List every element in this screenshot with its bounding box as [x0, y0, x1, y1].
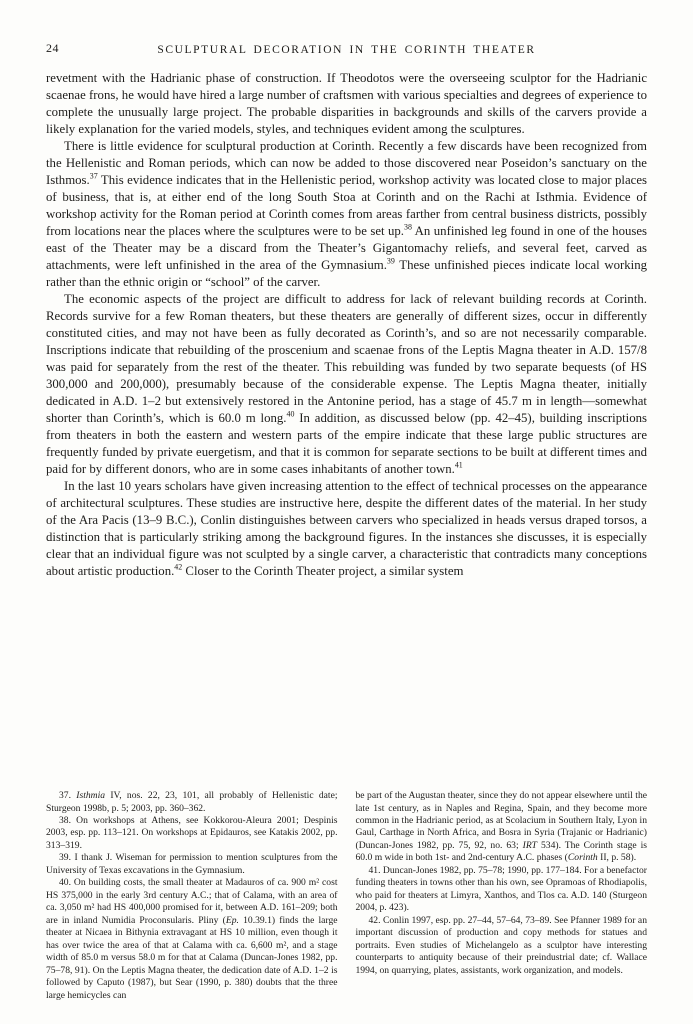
footnote-37: 37. Isthmia IV, nos. 22, 23, 101, all probably of Hellenistic date; Sturgeon 1998b, p. 5; 2003, pp. 360–362.	[46, 790, 338, 814]
page-header	[46, 40, 647, 58]
footnote-38: 38. On workshops at Athens, see Kokkorou-Aleura 2001; Despinis 2003, esp. pp. 113–121. On workshops at Epidauros, see Katakis 2002, pp. 313–319.	[46, 814, 338, 851]
footnotes-left-column	[46, 790, 338, 1002]
body-paragraph-1: revetment with the Hadrianic phase of construction. If Theodotos were the overseeing sculptor for the Hadrianic scaenae frons, he would have hired a large number of craftsmen with various specialties and degrees of experience to complete the unusually large project. The probable disparities in backgrounds and skills of the carvers provide a likely explanation for the varied models, styles, and techniques evident among the sculptures.	[46, 71, 647, 137]
footnotes-right-column	[356, 790, 648, 1002]
body-paragraph-2: There is little evidence for sculptural production at Corinth. Recently a few discards have been recognized from the Hellenistic and Roman periods, which can now be added to those discovered near Poseidon’s sanctuary on the Isthmos.$^{37}$ This evidence indicates that in the Hellenistic period, workshop activity was located close to major places of business, that is, at either end of the long South Stoa at Corinth and on the Rachi at Isthmia. Evidence of workshop activity for the Roman period at Corinth comes from areas farther from central business districts, possibly from locations near the places where the sculptures were to be set up.$^{38}$ An unfinished leg found in one of the houses east of the Theater may be a discard from the Theater’s Gigantomachy reliefs, and several feet, carved as attachments, were left unfinished in the area of the Gymnasium.$^{39}$ These unfinished pieces indicate local working rather than the ethnic origin or “school” of the carver.	[46, 139, 648, 290]
body-paragraph-4: In the last 10 years scholars have given increasing attention to the effect of technical processes on the appearance of architectural sculptures. These studies are instructive here, despite the different dates of the material. In her study of the Ara Pacis (13–9 B.C.), Conlin distinguishes between carvers who specialized in heads versus draped torsos, a distinction that is particularly striking among the background figures. In the instances she discusses, it is especially clear that an individual figure was not sculpted by a single carver, a characteristic that contradicts many conceptions about artistic production.$^{42}$ Closer to the Corinth Theater project, a similar system	[46, 479, 647, 579]
body-text	[46, 70, 647, 580]
footnote-42: 42. Conlin 1997, esp. pp. 27–44, 57–64, 73–89. See Pfanner 1989 for an important discussion of production and copy methods for statues and portraits. Even studies of Michelangelo as a sculptor have interesting counterparts to antiquity because of their preindustrial date; cf. Wallace 1994, on quarrying, plates, assistants, work organization, and models.	[355, 914, 647, 976]
footnotes-section	[46, 790, 647, 1002]
footnote-39: 39. I thank J. Wiseman for permission to mention sculptures from the University of Texas excavations in the Gymnasium.	[46, 852, 338, 876]
page-number: 24	[46, 41, 59, 55]
running-title: SCULPTURAL DECORATION IN THE CORINTH THEATER	[157, 44, 536, 56]
footnote-41: 41. Duncan-Jones 1982, pp. 75–78; 1990, pp. 177–184. For a benefactor funding theaters in towns other than his own, see Opramoas of Rhodiapolis, who paid for theaters at Limyra, Xanthos, and Tlos ca. A.D. 140 (Sturgeon 2004, p. 423).	[355, 864, 647, 914]
footnote-40-continued: be part of the Augustan theater, since they do not appear elsewhere until the late 1st century, as in Naples and Regina, Spain, and they become more common in the Hadrianic period, as at Scolacium in Southern Italy, Lyon in Gaul, Carthage in North Africa, and Bosra in Syria (Trajanic or Hadrianic) (Duncan-Jones 1982, pp. 75, 92, no. 63; IRT 534). The Corinth stage is 60.0 m wide in both 1st- and 2nd-century A.C. phases (Corinth II, p. 58).	[355, 790, 647, 864]
body-paragraph-3: The economic aspects of the project are difficult to address for lack of relevant building records at Corinth. Records survive for a few Roman theaters, but these theaters are generally of different sizes, occur in differently constituted cities, and may not have been as fully decorated as Corinth’s, and so are not necessarily comparable. Inscriptions indicate that rebuilding of the proscenium and scaenae frons of the Leptis Magna theater in A.D. 157/8 was paid for separately from the rest of the theater. This rebuilding was funded by two separate bequests (of HS 300,000 and 200,000), presumably because of the considerable expense. The Leptis Magna theater, initially dedicated in A.D. 1–2 but extensively restored in the Antonine period, has a stage of 45.7 m in length—somewhat shorter than Corinth’s, which is 60.0 m long.$^{40}$ In addition, as discussed below (pp. 42–45), building inscriptions from theaters in both the eastern and western parts of the empire indicate that these large public structures are frequently funded by private euergetism, and that it is common for separate sections to be built at different times and paid for by different donors, who are in some cases inhabitants of another town.$^{41}$	[46, 292, 647, 477]
footnote-40: 40. On building costs, the small theater at Madauros of ca. 900 m² cost HS 375,000 in the early 3rd century A.C.; that of Calama, with an area of ca. 3,050 m² had HS 400,000 promised for it, between A.D. 161–209; both are in inland Numidia Proconsularis. Pliny (Ep. 10.39.1) finds the large theater at Nicaea in Bithynia extravagant at HS 10 million, even though it has over twice the area of that at Calama with ca. 6,600 m², and a stage width of 85.0 m versus 58.0 m for that at Calama (Duncan-Jones 1982, pp. 75–78, 91). On the Leptis Magna theater, the dedication date of A.D. 1–2 is followed by Caputo (1987), but Sear (1990, p. 380) doubts that the three large hemicycles can	[46, 877, 338, 1001]
